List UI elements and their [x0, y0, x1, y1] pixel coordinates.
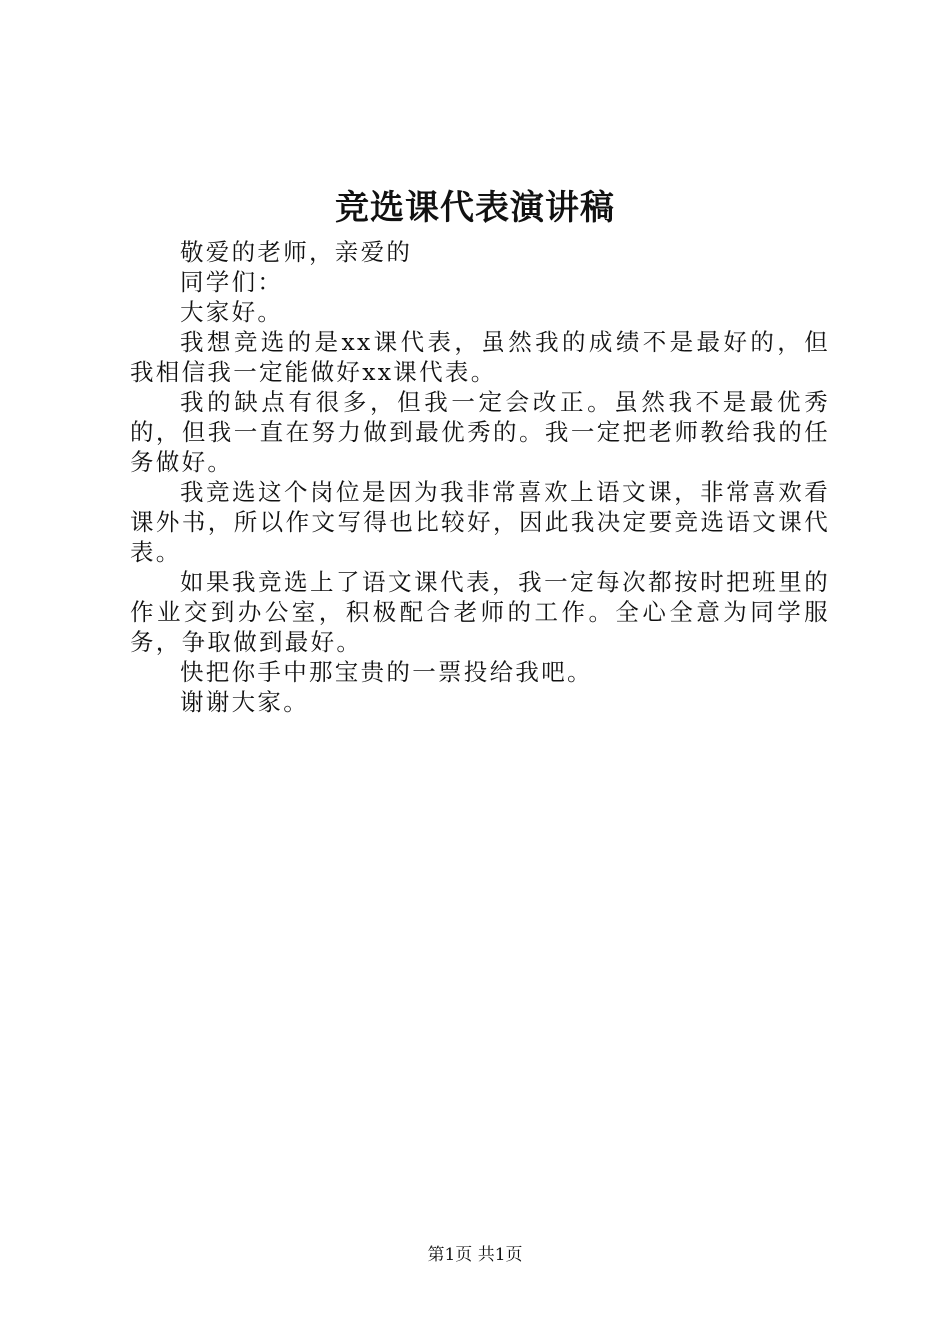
paragraph-thanks: 谢谢大家。	[180, 688, 309, 716]
page-number-footer: 第1页 共1页	[427, 1245, 523, 1265]
document-body	[130, 237, 830, 717]
paragraph-vote-request: 快把你手中那宝贵的一票投给我吧。	[180, 658, 593, 686]
paragraph-salutation-2: 同学们：	[180, 268, 284, 296]
paragraph-salutation-1: 敬爱的老师，亲爱的	[180, 238, 413, 266]
paragraph-promise: 如果我竞选上了语文课代表，我一定每次都按时把班里的作业交到办公室，积极配合老师的工作。全心全意为同学服务，争取做到最好。	[130, 568, 830, 656]
paragraph-reason: 我竞选这个岗位是因为我非常喜欢上语文课，非常喜欢看课外书，所以作文写得也比较好，因此我决定要竞选语文课代表。	[130, 478, 830, 566]
paragraph-intent: 我想竞选的是xx课代表，虽然我的成绩不是最好的，但我相信我一定能做好xx课代表。	[130, 328, 830, 386]
paragraph-shortcomings: 我的缺点有很多，但我一定会改正。虽然我不是最优秀的，但我一直在努力做到最优秀的。我一定把老师教给我的任务做好。	[130, 388, 830, 476]
paragraph-greeting: 大家好。	[180, 298, 284, 326]
document-title: 竞选课代表演讲稿	[335, 188, 615, 228]
